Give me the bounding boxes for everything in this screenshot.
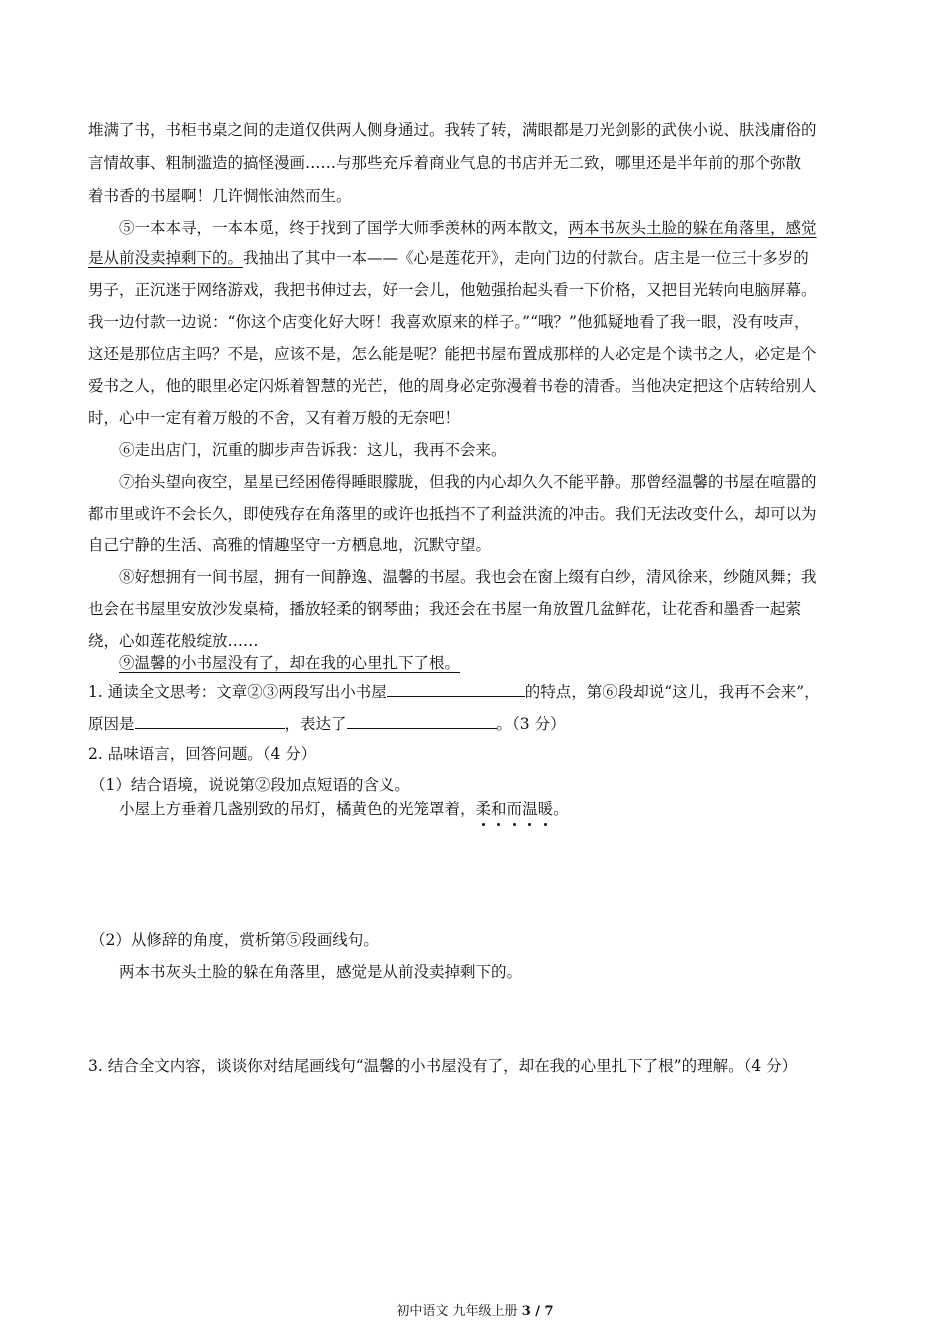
question-3: 3. 结合全文内容，谈谈你对结尾画线句“温馨的小书屋没有了，却在我的心里扎下了根”的理解。（4 分） (88, 1057, 798, 1075)
paragraph-8-line: ⑧好想拥有一间书屋，拥有一间静逸、温馨的书屋。我也会在窗上缀有白纱，清风徐来，纱随风舞；我 (119, 568, 817, 586)
underlined-sentence: 温馨的小书屋没有了，却在我的心里扎下了根。 (134, 654, 461, 672)
footer-subject: 初中语文 九年级上册 (396, 1304, 522, 1319)
dotted-char: 而 (506, 800, 523, 818)
question-2-1-prompt: （1）结合语境，说说第②段加点短语的含义。 (90, 776, 410, 794)
question-1-text: 的特点，第⑥段却说“这儿，我再不会来”， (524, 683, 820, 701)
paragraph-6-line: ⑥走出店门，沉重的脚步声告诉我：这儿，我再不会来。 (119, 441, 507, 459)
underlined-sentence: 两本书灰头土脸的躲在角落里，感觉 (568, 219, 817, 237)
paragraph-8-line: 绕，心如莲花般绽放…… (88, 632, 259, 650)
paragraph-5-line (88, 248, 809, 268)
paragraph-7-line: ⑦抬头望向夜空，星星已经困倦得睡眼朦胧，但我的内心却久久不能平静。那曾经温馨的书屋在喧嚣的 (119, 473, 817, 491)
paragraph-5-line (119, 218, 817, 238)
paragraph-7-line: 都市里或许不会长久，即使残存在角落里的或许也抵挡不了利益洪流的冲击。我们无法改变什么，却可以为 (88, 505, 817, 523)
paragraph-5-line: 我一边付款一边说：“你这个店变化好大呀！我喜欢原来的样子。”“哦？”他狐疑地看了我一眼，没有吱声， (88, 313, 810, 331)
paragraph-5-line: 这还是那位店主吗？不是，应该不是，怎么能是呢？能把书屋布置成那样的人必定是个读书之人，必定是个 (88, 345, 817, 363)
answer-blank[interactable] (387, 682, 525, 697)
question-2-2-prompt: （2）从修辞的角度，赏析第⑤段画线句。 (90, 931, 379, 949)
paragraph-5-line: 男子，正沉迷于网络游戏，我把书伸过去，好一会儿，他勉强抬起头看一下价格，又把目光转向电脑屏幕。 (88, 281, 817, 299)
answer-blank[interactable] (347, 714, 497, 729)
question-2-2-quote: 两本书灰头土脸的躲在角落里，感觉是从前没卖掉剩下的。 (119, 963, 523, 981)
quote-text: 。 (553, 800, 569, 818)
dotted-char: 暖 (537, 800, 554, 818)
question-1-line (88, 714, 566, 734)
dotted-char: 柔 (475, 800, 492, 818)
paragraph-4-line: 着书香的书屋啊！几许惆怅油然而生。 (88, 187, 352, 205)
page-footer (0, 1300, 950, 1319)
question-1-line (88, 682, 820, 702)
paragraph-4-line: 堆满了书，书柜书桌之间的走道仅供两人侧身通过。我转了转，满眼都是刀光剑影的武侠小说、肤浅庸俗的 (88, 121, 817, 139)
paragraph-9-line (119, 653, 474, 673)
underlined-sentence: 是从前没卖掉剩下的。 (88, 249, 244, 267)
question-1-text: 1. 通读全文思考：文章②③两段写出小书屋 (88, 683, 387, 701)
paragraph-5-text: 我抽出了其中一本——《心是莲花开》，走向门边的付款台。店主是一位三十多岁的 (243, 249, 809, 267)
paragraph-8-line: 也会在书屋里安放沙发桌椅，播放轻柔的钢琴曲；我还会在书屋一角放置几盆鲜花，让花香和墨香一起萦 (88, 600, 802, 618)
paragraph-7-line: 自己宁静的生活、高雅的情趣坚守一方栖息地，沉默守望。 (88, 536, 492, 554)
question-1-text: ，表达了 (284, 715, 347, 733)
paragraph-4-line: 言情故事、粗制滥造的搞怪漫画……与那些充斥着商业气息的书店并无二致，哪里还是半年前的那个弥散 (88, 154, 802, 172)
answer-blank[interactable] (135, 714, 285, 729)
paragraph-5-line: 时，心中一定有着万般的不舍，又有着万般的无奈吧！ (88, 409, 461, 427)
quote-text: 小屋上方垂着几盏别致的吊灯，橘黄色的光笼罩着， (119, 800, 476, 818)
dotted-char: 温 (522, 800, 538, 818)
question-1-text: 原因是 (88, 715, 135, 733)
dotted-char: 和 (491, 800, 507, 818)
paragraph-9-number: ⑨ (119, 654, 135, 672)
question-2-heading: 2. 品味语言，回答问题。（4 分） (88, 745, 317, 763)
question-2-1-quote (119, 799, 569, 819)
question-1-text: 。（3 分） (496, 715, 566, 733)
page-number: 3 / 7 (521, 1304, 554, 1319)
paragraph-5-line: 爱书之人，他的眼里必定闪烁着智慧的光芒，他的周身必定弥漫着书卷的清香。当他决定把这个店转给别人 (88, 377, 817, 395)
paragraph-5-text: ⑤一本本寻，一本本觅，终于找到了国学大师季羡林的两本散文， (119, 219, 569, 237)
